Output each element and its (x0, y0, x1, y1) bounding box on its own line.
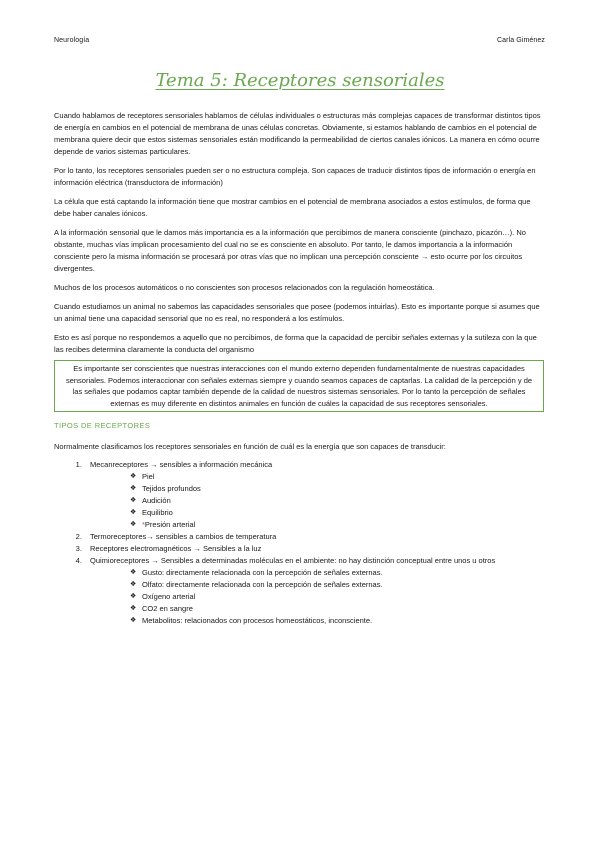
list-item (84, 531, 544, 543)
paragraph: Por lo tanto, los receptores sensoriales pueden ser o no estructura compleja. Son capaces de traducir distintos tipos de información o energía en información eléctrica (transductora de información) (54, 166, 536, 187)
asterisk-marker: * (142, 520, 145, 529)
list-item-label: Termoreceptores→ sensibles a cambios de temperatura (90, 532, 277, 541)
paragraph: A la información sensorial que le damos más importancia es a la información que percibimos de manera consciente (pinchazo, picazón…). No obstante, muchas vías implican procesamiento del cual no se es consciente en absoluto. Por tanto, le damos importancia a la información consciente pero la misma información se procesará por otras vías que no implican una percepción consciente → esto ocurre por los circuitos divergentes. (54, 228, 526, 273)
sub-list-item: ❖ Audición (130, 496, 171, 505)
diamond-bullet-icon: ❖ (130, 581, 137, 588)
sub-list-item: ❖ Metabolitos: relacionados con procesos homeostáticos, inconsciente. (130, 616, 373, 625)
list-item-label: Receptores electromagnéticos → Sensibles a la luz (90, 544, 262, 553)
diamond-bullet-icon: ❖ (130, 569, 137, 576)
diamond-bullet-icon: ❖ (130, 497, 137, 504)
diamond-bullet-icon: ❖ (130, 617, 137, 624)
list-item-label: Mecanreceptores → sensibles a información mecánica (90, 460, 273, 469)
sub-list-item: ❖ Tejidos profundos (130, 484, 201, 493)
paragraph: Cuando estudiamos un animal no sabemos las capacidades sensoriales que posee (podemos intuirlas). Esto es importante porque si asumes que un animal tiene una capacidad sensorial que no es real, no responderá a los estímulos. (54, 302, 540, 323)
sub-list (90, 471, 544, 531)
list-item (84, 459, 544, 531)
diamond-bullet-icon: ❖ (130, 521, 137, 528)
sub-list-item: ❖ Oxígeno arterial (130, 592, 196, 601)
sub-list-item: ❖ CO2 en sangre (130, 604, 193, 613)
section-title: TIPOS DE RECEPTORES (54, 421, 151, 430)
sub-list-item: ❖ Equilibrio (130, 508, 173, 517)
sub-list-item: ❖ Gusto: directamente relacionada con la percepción de señales externas. (130, 568, 383, 577)
page-title: Tema 5: Receptores sensoriales (155, 70, 445, 91)
highlight-box: Es importante ser conscientes que nuestras interacciones con el mundo externo dependen fundamentalmente de nuestras capacidades sensoriales. Podemos interaccionar con señales externas siempre y cuando seamos capaces de captarlas. La calidad de la percepción y de las señales que podamos captar también depende de la calidad de nuestros sistemas sensoriales. Por lo tanto la percepción de señales externas es muy diferente en distintos animales en función de cuáles la capacidad de sus receptores sensoriales. (54, 360, 544, 412)
diamond-bullet-icon: ❖ (130, 485, 137, 492)
sub-list-item: ❖ Olfato: directamente relacionada con la percepción de señales externas. (130, 580, 383, 589)
header-subject: Neurología (54, 37, 90, 44)
document-body (54, 110, 544, 627)
paragraph: La célula que está captando la información tiene que mostrar cambios en el potencial de membrana asociados a estos estímulos, de forma que debe haber canales iónicos. (54, 197, 531, 218)
diamond-bullet-icon: ❖ (130, 605, 137, 612)
paragraph: Muchos de los procesos automáticos o no conscientes son procesos relacionados con la regulación homeostática. (54, 283, 435, 292)
sub-list-item: ❖ *Presión arterial (130, 520, 196, 529)
diamond-bullet-icon: ❖ (130, 509, 137, 516)
sub-list (90, 567, 544, 627)
diamond-bullet-icon: ❖ (130, 473, 137, 480)
section-intro: Normalmente clasificamos los receptores sensoriales en función de cuál es la energía que son capaces de transducir: (54, 442, 446, 451)
paragraph: Esto es así porque no respondemos a aquello que no percibimos, de forma que la capacidad de percibir señales externas y la sutileza con la que las recibes determina claramente la conducta del organismo (54, 333, 537, 354)
list-item-label: Quimioreceptores → Sensibles a determinadas moléculas en el ambiente: no hay distinción conceptual entre unos u otros (90, 556, 496, 565)
list-item (84, 543, 544, 555)
list-item (84, 555, 544, 627)
sub-list-item: ❖ Piel (130, 472, 155, 481)
header-author: Carla Giménez (497, 37, 545, 44)
receptor-types-list (54, 459, 544, 627)
paragraph: Cuando hablamos de receptores sensoriales hablamos de células individuales o estructuras más complejas capaces de transformar distintos tipos de energía en cambios en el potencial de membrana de unas células concretas. Obviamente, si estamos hablando de cambios en el potencial de membrana quiere decir que estos sistemas sensoriales están modificando la permeabilidad de ciertos canales iónicos. La manera en cómo ocurre depende de varios sistemas particulares. (54, 111, 541, 156)
diamond-bullet-icon: ❖ (130, 593, 137, 600)
